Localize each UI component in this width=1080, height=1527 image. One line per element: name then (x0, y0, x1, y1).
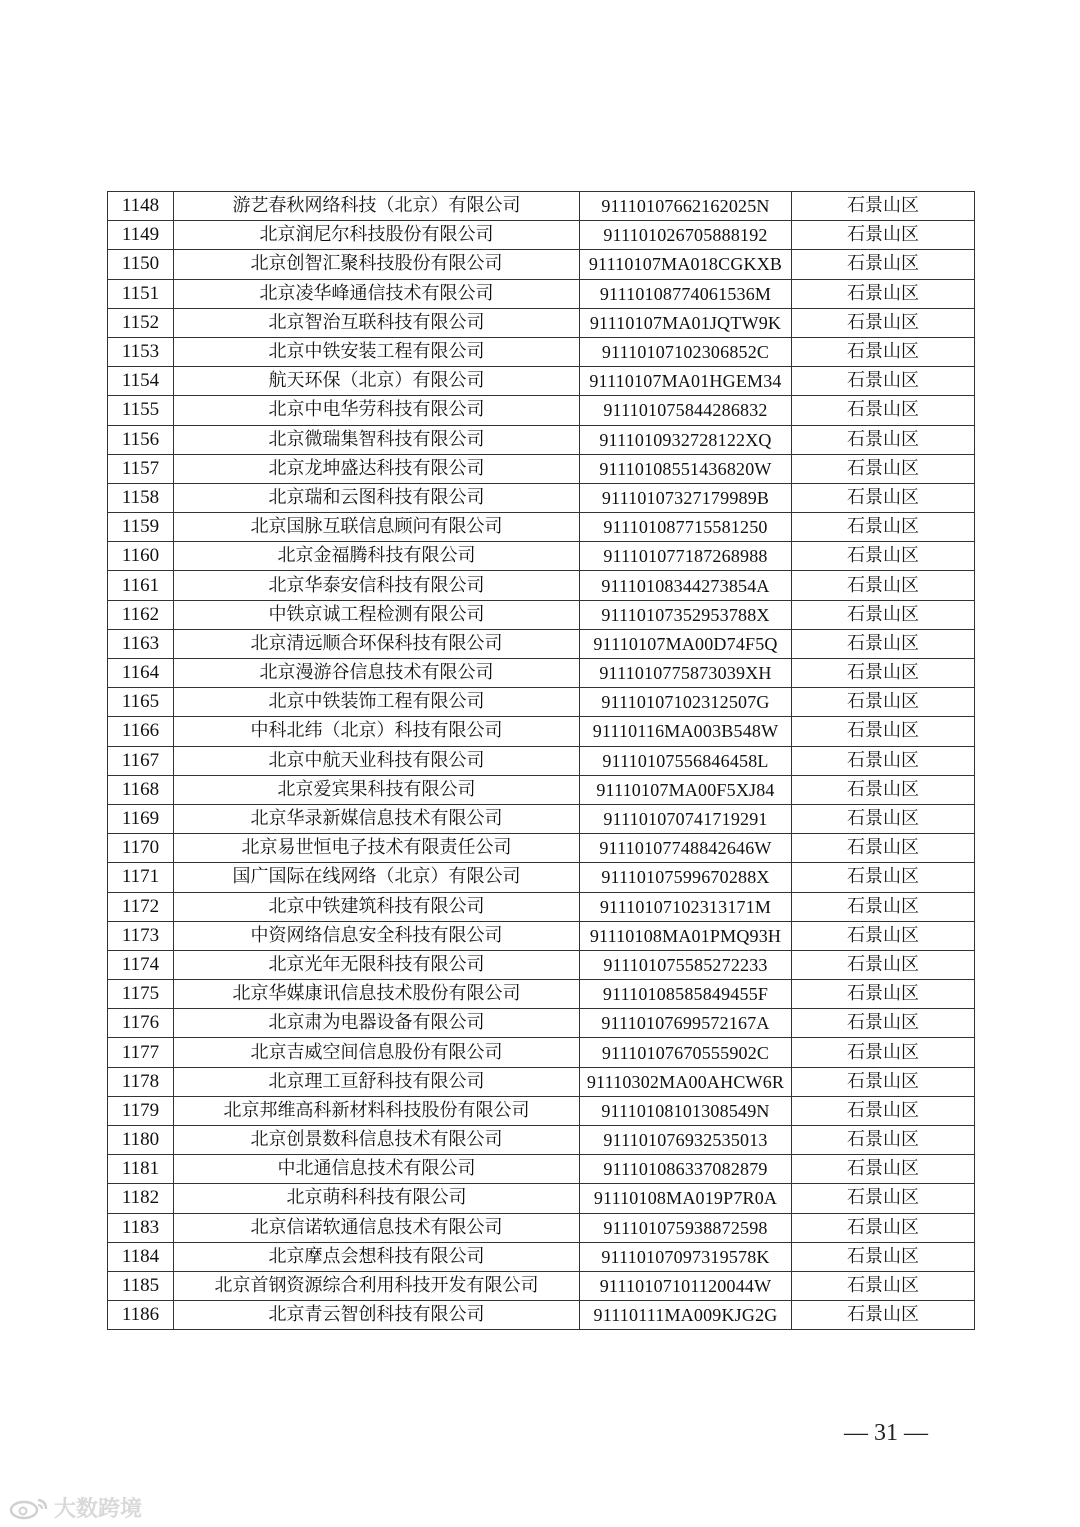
company-name-cell: 北京创智汇聚科技股份有限公司 (174, 250, 580, 279)
company-list-table (107, 191, 975, 1330)
company-name-cell: 北京青云智创科技有限公司 (174, 1301, 580, 1330)
table-row (108, 1301, 975, 1330)
credit-code-cell: 91110107599670288X (580, 863, 792, 892)
district-cell: 石景山区 (792, 746, 975, 775)
table-row (108, 834, 975, 863)
company-name-cell: 航天环保（北京）有限公司 (174, 367, 580, 396)
district-cell: 石景山区 (792, 571, 975, 600)
row-number-cell: 1183 (108, 1213, 174, 1242)
row-number-cell: 1175 (108, 980, 174, 1009)
district-cell: 石景山区 (792, 659, 975, 688)
credit-code-cell: 91110111MA009KJG2G (580, 1301, 792, 1330)
credit-code-cell: 91110107699572167A (580, 1009, 792, 1038)
row-number-cell: 1177 (108, 1038, 174, 1067)
credit-code-cell: 91110107352953788X (580, 600, 792, 629)
credit-code-cell: 911101070741719291 (580, 804, 792, 833)
credit-code-cell: 911101077187268988 (580, 542, 792, 571)
district-cell: 石景山区 (792, 1038, 975, 1067)
row-number-cell: 1152 (108, 308, 174, 337)
company-name-cell: 北京爱宾果科技有限公司 (174, 775, 580, 804)
company-name-cell: 北京微瑞集智科技有限公司 (174, 425, 580, 454)
table-row (108, 221, 975, 250)
district-cell: 石景山区 (792, 483, 975, 512)
company-name-cell: 北京润尼尔科技股份有限公司 (174, 221, 580, 250)
district-cell: 石景山区 (792, 1271, 975, 1300)
table-row (108, 746, 975, 775)
row-number-cell: 1168 (108, 775, 174, 804)
table-row (108, 483, 975, 512)
table-row (108, 921, 975, 950)
district-cell: 石景山区 (792, 221, 975, 250)
district-cell: 石景山区 (792, 250, 975, 279)
company-name-cell: 北京易世恒电子技术有限责任公司 (174, 834, 580, 863)
company-name-cell: 北京龙坤盛达科技有限公司 (174, 454, 580, 483)
district-cell: 石景山区 (792, 717, 975, 746)
credit-code-cell: 91110107670555902C (580, 1038, 792, 1067)
district-cell: 石景山区 (792, 688, 975, 717)
watermark-text: 大数跨境 (54, 1497, 143, 1522)
table-row (108, 425, 975, 454)
district-cell: 石景山区 (792, 337, 975, 366)
row-number-cell: 1160 (108, 542, 174, 571)
company-name-cell: 国广国际在线网络（北京）有限公司 (174, 863, 580, 892)
company-name-cell: 中北通信息技术有限公司 (174, 1155, 580, 1184)
row-number-cell: 1164 (108, 659, 174, 688)
district-cell: 石景山区 (792, 921, 975, 950)
row-number-cell: 1180 (108, 1126, 174, 1155)
weibo-logo-icon (8, 1496, 50, 1520)
row-number-cell: 1155 (108, 396, 174, 425)
credit-code-cell: 91110107MA00D74F5Q (580, 629, 792, 658)
company-name-cell: 北京金福腾科技有限公司 (174, 542, 580, 571)
company-name-cell: 北京肃为电器设备有限公司 (174, 1009, 580, 1038)
table-row (108, 1184, 975, 1213)
table-row (108, 717, 975, 746)
row-number-cell: 1166 (108, 717, 174, 746)
credit-code-cell: 91110107097319578K (580, 1242, 792, 1271)
district-cell: 石景山区 (792, 542, 975, 571)
credit-code-cell: 91110107102306852C (580, 337, 792, 366)
credit-code-cell: 91110108551436820W (580, 454, 792, 483)
row-number-cell: 1158 (108, 483, 174, 512)
company-name-cell: 北京中铁装饰工程有限公司 (174, 688, 580, 717)
table-row (108, 1242, 975, 1271)
credit-code-cell: 911101075938872598 (580, 1213, 792, 1242)
district-cell: 石景山区 (792, 804, 975, 833)
row-number-cell: 1157 (108, 454, 174, 483)
credit-code-cell: 91110302MA00AHCW6R (580, 1067, 792, 1096)
row-number-cell: 1148 (108, 192, 174, 221)
table-row (108, 513, 975, 542)
company-name-cell: 北京中铁建筑科技有限公司 (174, 892, 580, 921)
company-name-cell: 北京中电华劳科技有限公司 (174, 396, 580, 425)
district-cell: 石景山区 (792, 192, 975, 221)
district-cell: 石景山区 (792, 863, 975, 892)
district-cell: 石景山区 (792, 1096, 975, 1125)
credit-code-cell: 91110107662162025N (580, 192, 792, 221)
company-name-cell: 北京信诺软通信息技术有限公司 (174, 1213, 580, 1242)
credit-code-cell: 9111010775873039XH (580, 659, 792, 688)
row-number-cell: 1174 (108, 950, 174, 979)
credit-code-cell: 91110107102312507G (580, 688, 792, 717)
company-name-cell: 中铁京诚工程检测有限公司 (174, 600, 580, 629)
district-cell: 石景山区 (792, 425, 975, 454)
credit-code-cell: 911101075844286832 (580, 396, 792, 425)
table-row (108, 804, 975, 833)
credit-code-cell: 91110108774061536M (580, 279, 792, 308)
district-cell: 石景山区 (792, 308, 975, 337)
company-name-cell: 北京创景数科信息技术有限公司 (174, 1126, 580, 1155)
row-number-cell: 1162 (108, 600, 174, 629)
district-cell: 石景山区 (792, 396, 975, 425)
table-row (108, 308, 975, 337)
row-number-cell: 1169 (108, 804, 174, 833)
watermark (8, 1492, 142, 1523)
company-name-cell: 北京萌科科技有限公司 (174, 1184, 580, 1213)
table-row (108, 337, 975, 366)
row-number-cell: 1173 (108, 921, 174, 950)
district-cell: 石景山区 (792, 600, 975, 629)
credit-code-cell: 91110107102313171M (580, 892, 792, 921)
district-cell: 石景山区 (792, 1301, 975, 1330)
table-row (108, 950, 975, 979)
row-number-cell: 1165 (108, 688, 174, 717)
credit-code-cell: 91110108MA01PMQ93H (580, 921, 792, 950)
district-cell: 石景山区 (792, 629, 975, 658)
company-name-cell: 北京华泰安信科技有限公司 (174, 571, 580, 600)
district-cell: 石景山区 (792, 1213, 975, 1242)
table-row (108, 863, 975, 892)
table-row (108, 1038, 975, 1067)
table-row (108, 1096, 975, 1125)
table-row (108, 892, 975, 921)
credit-code-cell: 91110107101120044W (580, 1271, 792, 1300)
row-number-cell: 1161 (108, 571, 174, 600)
company-name-cell: 北京光年无限科技有限公司 (174, 950, 580, 979)
district-cell: 石景山区 (792, 1155, 975, 1184)
row-number-cell: 1176 (108, 1009, 174, 1038)
company-name-cell: 游艺春秋网络科技（北京）有限公司 (174, 192, 580, 221)
table-row (108, 980, 975, 1009)
table-row (108, 775, 975, 804)
company-name-cell: 北京吉威空间信息股份有限公司 (174, 1038, 580, 1067)
district-cell: 石景山区 (792, 513, 975, 542)
table-row (108, 192, 975, 221)
district-cell: 石景山区 (792, 892, 975, 921)
district-cell: 石景山区 (792, 1184, 975, 1213)
row-number-cell: 1170 (108, 834, 174, 863)
table-row (108, 1067, 975, 1096)
credit-code-cell: 911101076932535013 (580, 1126, 792, 1155)
credit-code-cell: 911101086337082879 (580, 1155, 792, 1184)
district-cell: 石景山区 (792, 1009, 975, 1038)
company-name-cell: 中科北纬（北京）科技有限公司 (174, 717, 580, 746)
table-row (108, 1155, 975, 1184)
company-name-cell: 北京凌华峰通信技术有限公司 (174, 279, 580, 308)
table-row (108, 250, 975, 279)
table-row (108, 396, 975, 425)
credit-code-cell: 91110116MA003B548W (580, 717, 792, 746)
row-number-cell: 1159 (108, 513, 174, 542)
row-number-cell: 1163 (108, 629, 174, 658)
credit-code-cell: 91110108585849455F (580, 980, 792, 1009)
row-number-cell: 1167 (108, 746, 174, 775)
row-number-cell: 1186 (108, 1301, 174, 1330)
credit-code-cell: 91110107MA01JQTW9K (580, 308, 792, 337)
table-body (108, 192, 975, 1330)
district-cell: 石景山区 (792, 834, 975, 863)
credit-code-cell: 91110107327179989B (580, 483, 792, 512)
company-name-cell: 北京瑞和云图科技有限公司 (174, 483, 580, 512)
company-name-cell: 北京首钢资源综合利用科技开发有限公司 (174, 1271, 580, 1300)
table-row (108, 659, 975, 688)
credit-code-cell: 91110108101308549N (580, 1096, 792, 1125)
table-row (108, 279, 975, 308)
row-number-cell: 1154 (108, 367, 174, 396)
district-cell: 石景山区 (792, 775, 975, 804)
row-number-cell: 1153 (108, 337, 174, 366)
table-row (108, 629, 975, 658)
company-name-cell: 北京华媒康讯信息技术股份有限公司 (174, 980, 580, 1009)
page-number: — 31 — (844, 1420, 928, 1446)
table-row (108, 1126, 975, 1155)
credit-code-cell: 9111010932728122XQ (580, 425, 792, 454)
district-cell: 石景山区 (792, 980, 975, 1009)
table-row (108, 454, 975, 483)
credit-code-cell: 911101026705888192 (580, 221, 792, 250)
company-name-cell: 北京漫游谷信息技术有限公司 (174, 659, 580, 688)
credit-code-cell: 91110107748842646W (580, 834, 792, 863)
district-cell: 石景山区 (792, 1067, 975, 1096)
row-number-cell: 1182 (108, 1184, 174, 1213)
row-number-cell: 1185 (108, 1271, 174, 1300)
table-row (108, 367, 975, 396)
row-number-cell: 1171 (108, 863, 174, 892)
table-row (108, 542, 975, 571)
row-number-cell: 1172 (108, 892, 174, 921)
row-number-cell: 1150 (108, 250, 174, 279)
row-number-cell: 1184 (108, 1242, 174, 1271)
row-number-cell: 1149 (108, 221, 174, 250)
credit-code-cell: 91110107556846458L (580, 746, 792, 775)
row-number-cell: 1156 (108, 425, 174, 454)
table-row (108, 688, 975, 717)
credit-code-cell: 911101087715581250 (580, 513, 792, 542)
company-name-cell: 中资网络信息安全科技有限公司 (174, 921, 580, 950)
row-number-cell: 1151 (108, 279, 174, 308)
district-cell: 石景山区 (792, 950, 975, 979)
district-cell: 石景山区 (792, 454, 975, 483)
company-name-cell: 北京邦维高科新材料科技股份有限公司 (174, 1096, 580, 1125)
company-name-cell: 北京华录新媒信息技术有限公司 (174, 804, 580, 833)
credit-code-cell: 91110107MA018CGKXB (580, 250, 792, 279)
row-number-cell: 1179 (108, 1096, 174, 1125)
credit-code-cell: 91110107MA00F5XJ84 (580, 775, 792, 804)
credit-code-cell: 91110108MA019P7R0A (580, 1184, 792, 1213)
table-row (108, 600, 975, 629)
credit-code-cell: 91110107MA01HGEM34 (580, 367, 792, 396)
table-row (108, 1213, 975, 1242)
row-number-cell: 1178 (108, 1067, 174, 1096)
credit-code-cell: 91110108344273854A (580, 571, 792, 600)
company-name-cell: 北京中航天业科技有限公司 (174, 746, 580, 775)
company-name-cell: 北京理工亘舒科技有限公司 (174, 1067, 580, 1096)
district-cell: 石景山区 (792, 367, 975, 396)
company-name-cell: 北京中铁安装工程有限公司 (174, 337, 580, 366)
row-number-cell: 1181 (108, 1155, 174, 1184)
district-cell: 石景山区 (792, 1126, 975, 1155)
company-name-cell: 北京智治互联科技有限公司 (174, 308, 580, 337)
table-row (108, 571, 975, 600)
company-name-cell: 北京清远顺合环保科技有限公司 (174, 629, 580, 658)
table-row (108, 1009, 975, 1038)
company-name-cell: 北京国脉互联信息顾问有限公司 (174, 513, 580, 542)
company-name-cell: 北京摩点会想科技有限公司 (174, 1242, 580, 1271)
district-cell: 石景山区 (792, 279, 975, 308)
district-cell: 石景山区 (792, 1242, 975, 1271)
table-row (108, 1271, 975, 1300)
credit-code-cell: 911101075585272233 (580, 950, 792, 979)
